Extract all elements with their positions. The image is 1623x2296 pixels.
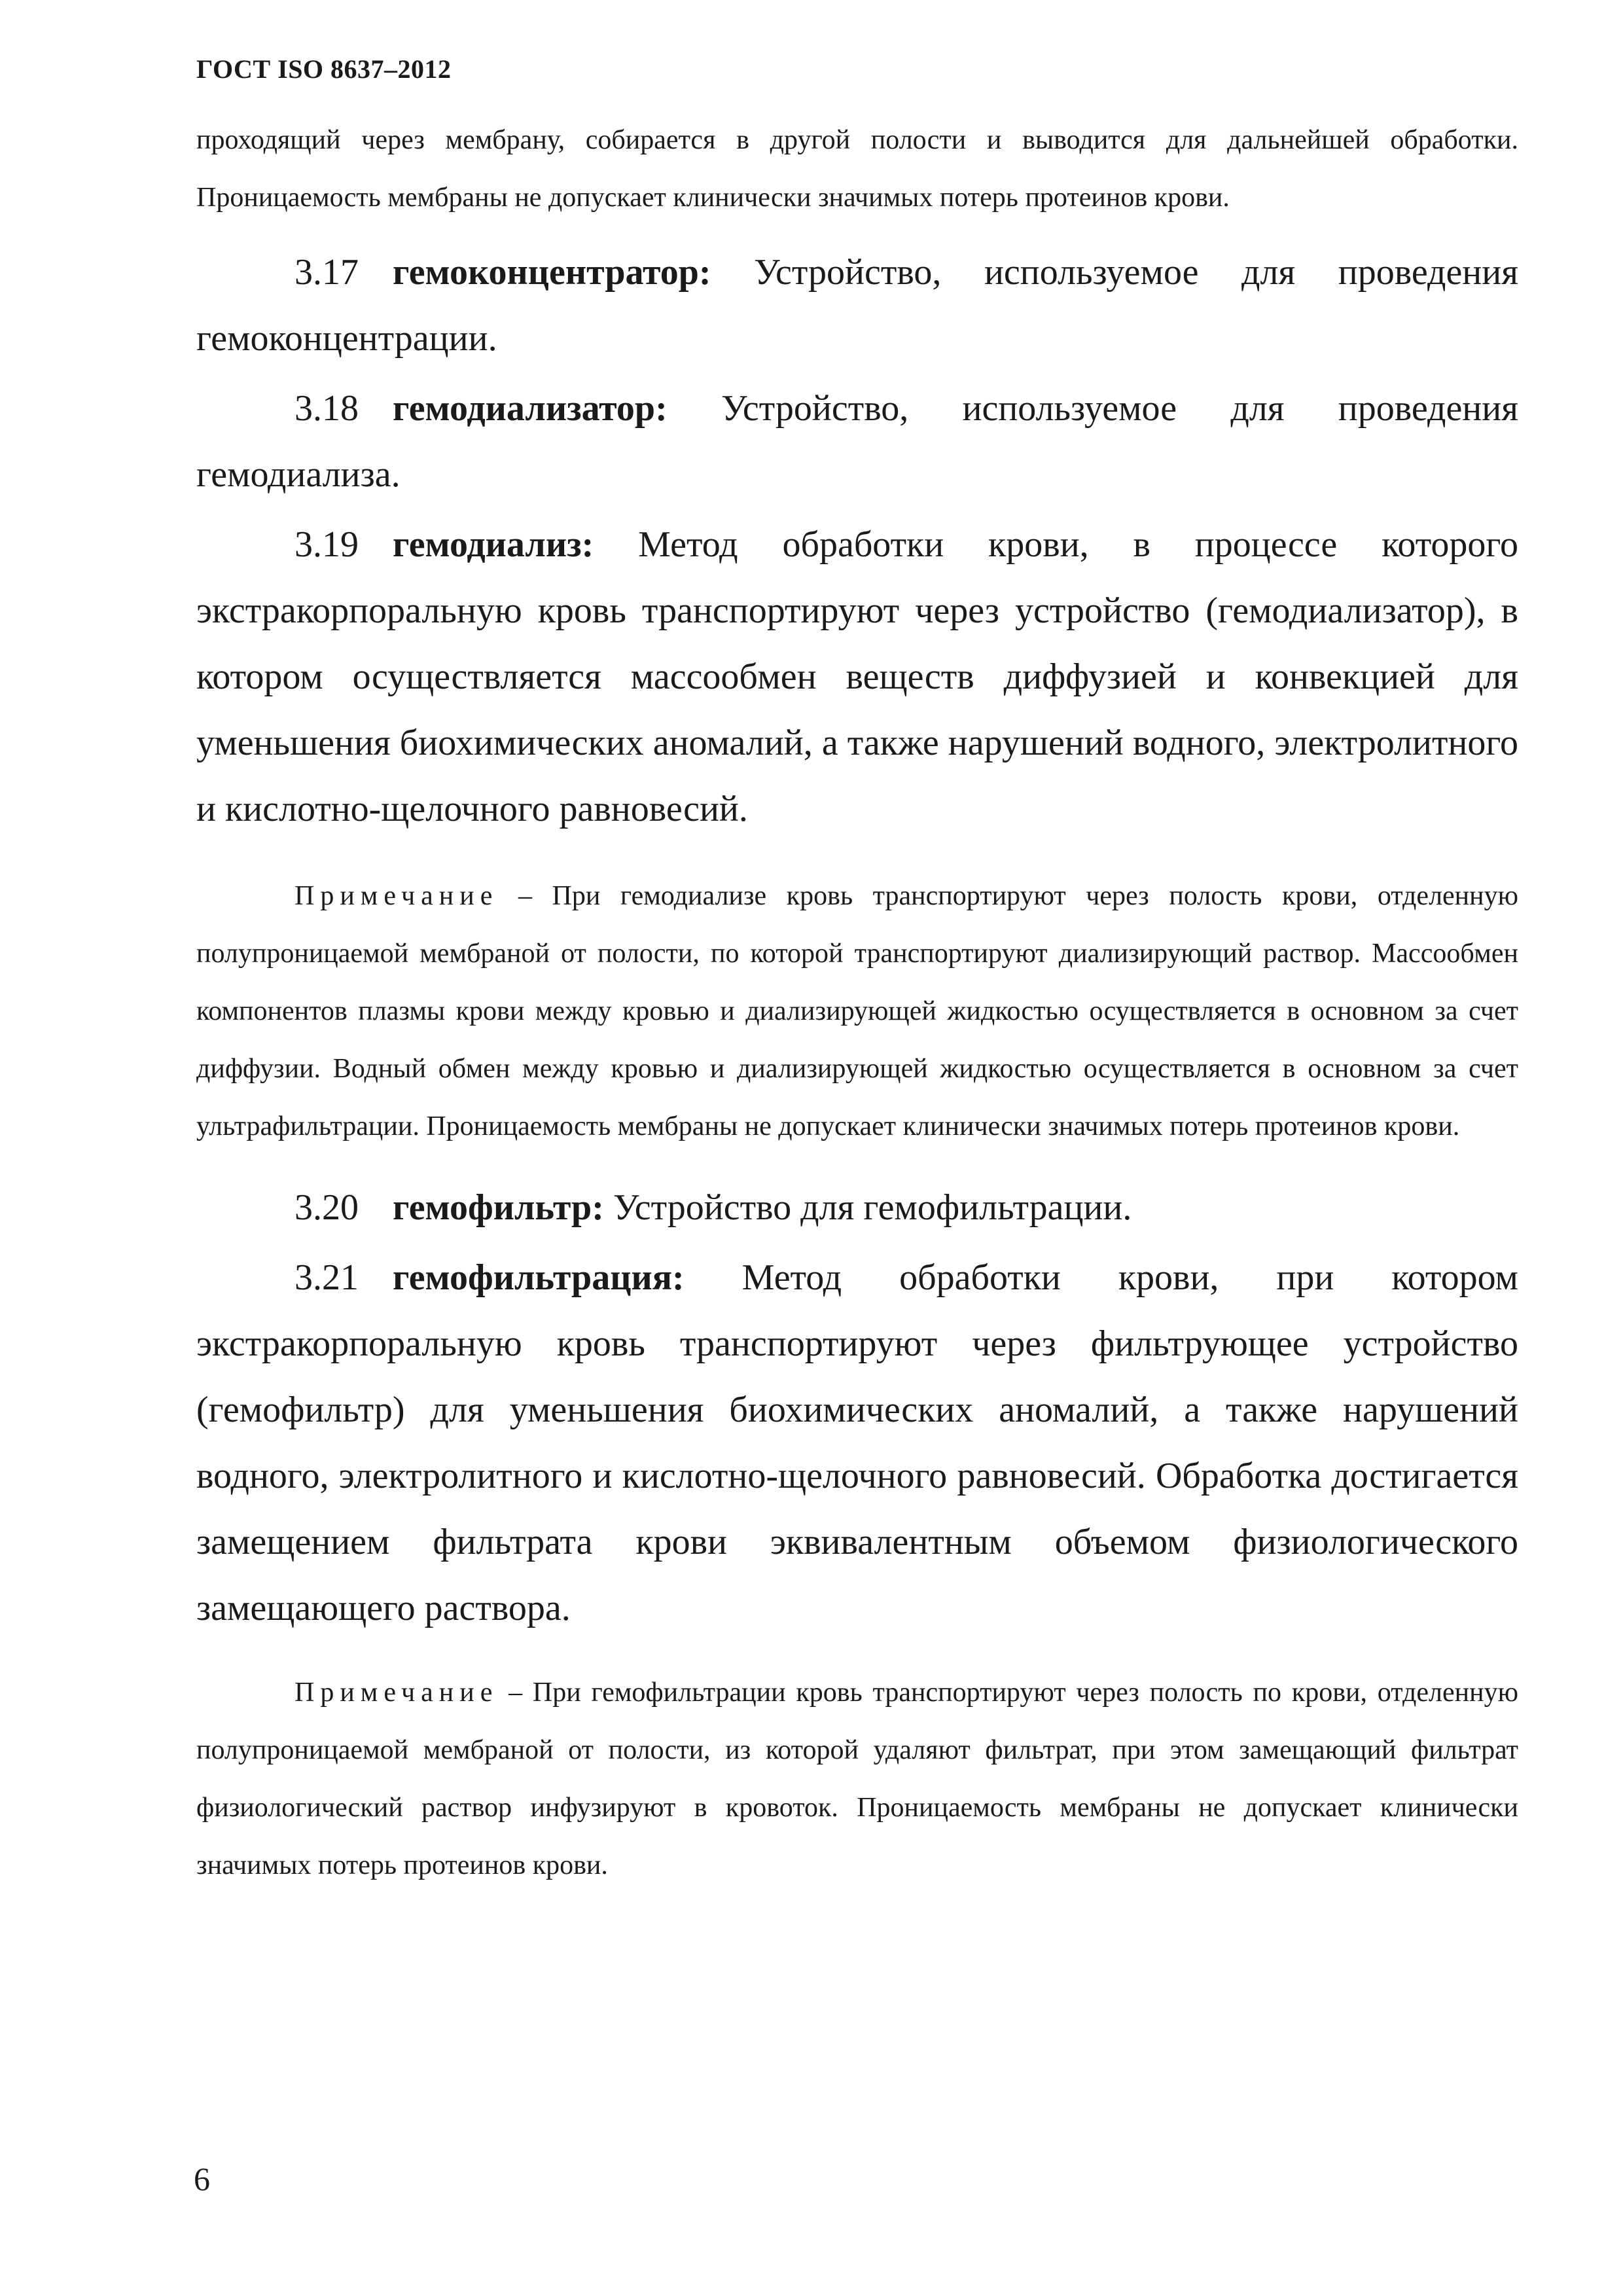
term-definition: Устройство, используемое для проведения гемодиализа. bbox=[196, 388, 1519, 495]
note-paragraph-hemofiltration bbox=[196, 1664, 1518, 1894]
term-number: 3.18 bbox=[294, 388, 359, 429]
term-name: гемоконцентратор: bbox=[393, 252, 711, 293]
note-label: Примечание bbox=[294, 881, 499, 911]
term-definition: Метод обработки крови, при котором экстракорпоральную кровь транспортируют через фильтрующее устройство (гемофильтр) для уменьшения биохимических аномалий, а также нарушений водного, электролитного и кислотно-щелочного равновесий. Обработка достигается замещением фильтрата крови эквивалентным объемом физиологического замещающего раствора. bbox=[196, 1257, 1518, 1628]
term-entry-3-21 bbox=[196, 1245, 1518, 1641]
document-header: ГОСТ ISO 8637–2012 bbox=[196, 54, 452, 84]
term-name: гемодиализ: bbox=[393, 524, 594, 565]
term-name: гемофильтр: bbox=[393, 1187, 604, 1228]
note-text: – При гемофильтрации кровь транспортируют через полость по крови, отделенную полупроницаемой мембраной от полости, из которой удаляют фильтрат, при этом замещающий фильтрат физиологический раствор инфузируют в кровоток. Проницаемость мембраны не допускает клинически значимых потерь протеинов крови. bbox=[196, 1677, 1518, 1880]
continuation-paragraph: проходящий через мембрану, собирается в другой полости и выводится для дальнейшей обработки. Проницаемость мембраны не допускает клинически значимых потерь протеинов крови. bbox=[196, 125, 1518, 213]
note-label: Примечание bbox=[294, 1677, 499, 1708]
note-text: – При гемодиализе кровь транспортируют через полость крови, отделенную полупроницаемой мембраной от полости, по которой транспортируют диализирующий раствор. Массообмен компонентов плазмы крови между кровью и диализирующей жидкостью осуществляется в основном за счет диффузии. Водный обмен между кровью и диализирующей жидкостью осуществляется в основном за счет ультрафильтрации. Проницаемость мембраны не допускает клинически значимых потерь протеинов крови. bbox=[196, 881, 1519, 1141]
term-number: 3.19 bbox=[294, 524, 359, 565]
term-entry-3-17 bbox=[196, 240, 1518, 372]
term-number: 3.17 bbox=[294, 252, 359, 293]
term-definition: Метод обработки крови, в процессе которого экстракорпоральную кровь транспортируют через устройство (гемодиализатор), в котором осуществляется массообмен веществ диффузией и конвекцией для уменьшения биохимических аномалий, а также нарушений водного, электролитного и кислотно-щелочного равновесий. bbox=[196, 524, 1519, 829]
term-definition: Устройство для гемофильтрации. bbox=[613, 1187, 1132, 1228]
term-name: гемофильтрация: bbox=[393, 1257, 685, 1298]
page-number: 6 bbox=[194, 2161, 210, 2197]
term-entry-3-19 bbox=[196, 512, 1518, 842]
term-definition: Устройство, используемое для проведения гемоконцентрации. bbox=[196, 252, 1518, 359]
term-number: 3.21 bbox=[294, 1257, 359, 1298]
term-entry-3-20 bbox=[196, 1175, 1518, 1241]
note-paragraph-hemodialysis bbox=[196, 867, 1518, 1155]
term-entry-3-18 bbox=[196, 376, 1518, 508]
document-body bbox=[196, 111, 1518, 1894]
term-name: гемодиализатор: bbox=[393, 388, 668, 429]
term-number: 3.20 bbox=[294, 1187, 359, 1228]
